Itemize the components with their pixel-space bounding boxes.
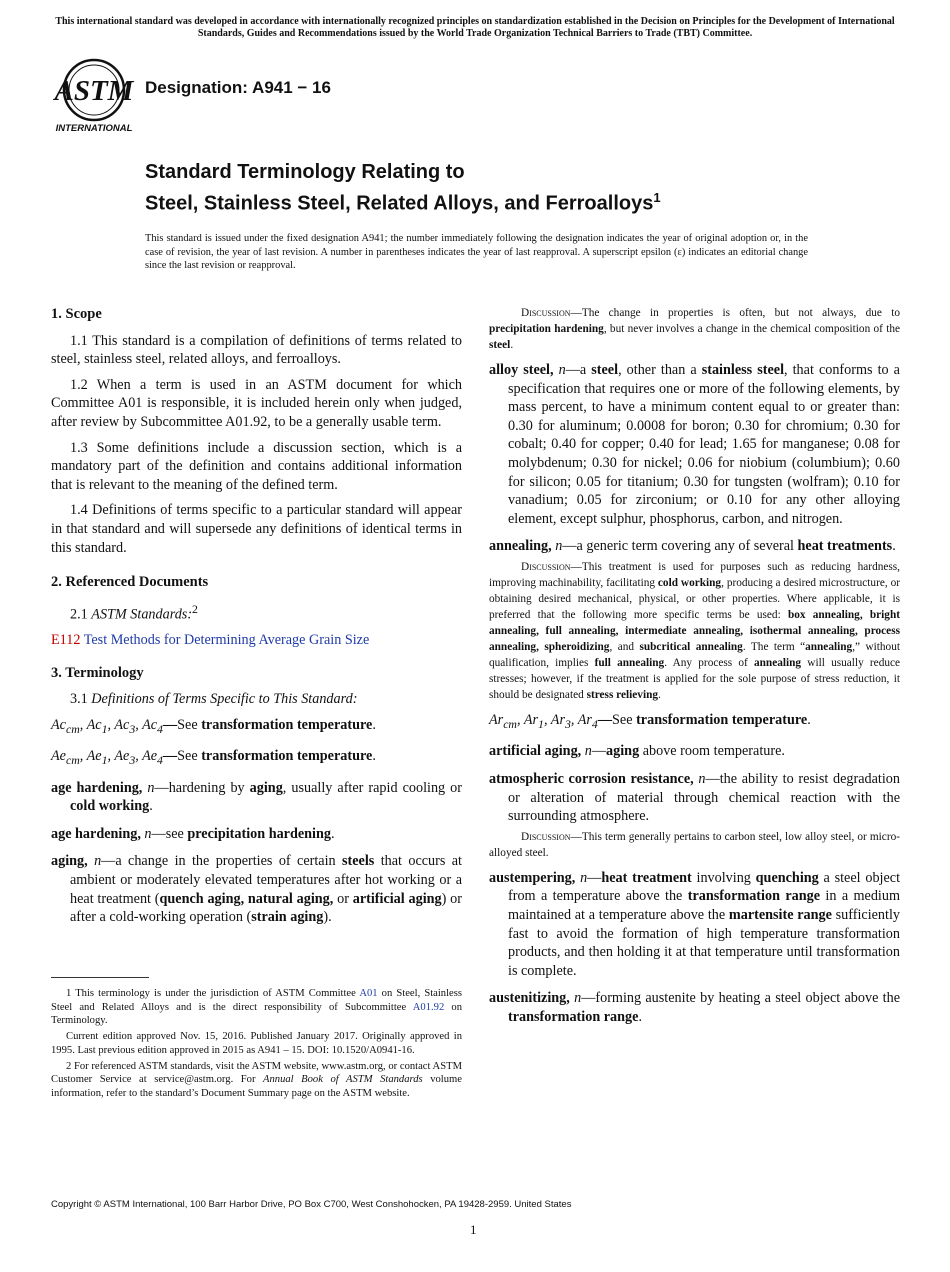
term-annealing: annealing, n—a generic term covering any of several heat treatments. <box>489 538 896 555</box>
e112-code[interactable]: E112 <box>51 632 81 649</box>
atmospheric-discussion: Discussion—This term generally pertains to carbon steel, low alloy steel, or micro-alloyed steel. <box>489 830 900 859</box>
designation: Designation: A941 − 16 <box>145 78 331 97</box>
top-notice: This international standard was developed in accordance with internationally recognized principles on standardization established in the Decision on Principles for the Development of International Standards, Guides and Recommendations issued by the World Trade Organization Technical Barriers to Trade (TBT) Committee. <box>55 16 895 39</box>
term-austempering: austempering, n—heat treatment involving quenching a steel object from a temperature above the transformation range in a medium maintained at a temperature above the martensite range sufficiently fast to avoid the formation of high temperature transformation products, and then holding it at that temperature until transformation is complete. <box>489 869 901 979</box>
title-line-1: Standard Terminology Relating to <box>145 161 465 183</box>
document-title <box>145 160 845 217</box>
term-ac: $Ac_{cm}$, $Ac_1$, $Ac_3$, $Ac_4—See$ transformation temperature. <box>51 716 376 736</box>
ref-2-1: 2.1 ASTM Standards:$^2$ <box>70 601 198 623</box>
e112-link[interactable] <box>51 631 462 650</box>
referenced-documents-heading: 2. Referenced Documents <box>51 574 209 591</box>
page-number: 1 <box>470 1222 477 1237</box>
footnote-link-a01-92[interactable]: A01.92 <box>412 1001 445 1013</box>
term-atmospheric-corrosion: atmospheric corrosion resistance, n—the ability to resist degradation or alteration of material through chemical reaction with the surrounding atmosphere. <box>489 770 900 825</box>
footnote-link-a01[interactable]: A01 <box>359 988 378 999</box>
term-age-hardening-2: age hardening, n—see precipitation hardening. <box>51 825 335 842</box>
right-column <box>489 305 900 1035</box>
issuance-statement: This standard is issued under the fixed designation A941; the number immediately following the designation indicates the year of original adoption or, in the case of revision, the year of last revision. A number in parentheses indicates the year of last reapproval. A superscript epsilon (ε) indicates an editorial change since the last revision or reapproval. <box>145 233 808 271</box>
footnote-2: 2 For referenced ASTM standards, visit the ASTM website, www.astm.org, or contact ASTM Customer Service at service@astm.org. For Annual Book of ASTM Standards volume information, refer to the standard’s Document Summary page on the ASTM website. <box>51 1060 462 1099</box>
astm-logo <box>52 56 136 134</box>
term-ae: $Ae_{cm}$, $Ae_1$, $Ae_3$, $Ae_4—See$ transformation temperature. <box>51 748 376 768</box>
term-alloy-steel: alloy steel, n—a steel, other than a stainless steel, that conforms to a specification that requires one or more of the following elements, by mass percent, to have a minimum content equal to or greater than: 0.30 for aluminum; 0.0008 for boron; 0.30 for chromium; 0.30 for cobalt; 0.40 for copper; 0.40 for lead; 1.65 for manganese; 0.08 for molybdenum; 0.30 for nickel; 0.06 for niobium (columbium); 0.60 for silicon; 0.05 for titanium; 0.30 for tungsten (wolfram); 0.10 for vanadium; 0.05 for zirconium; or 0.10 for any other alloying element, except sulphur, phosphorus, carbon, and nitrogen. <box>489 362 900 527</box>
scope-1-1: 1.1 This standard is a compilation of definitions of terms related to steel, stainless steel, related alloys, and ferroalloys. <box>51 332 462 368</box>
footnote-1: 1 This terminology is under the jurisdiction of ASTM Committee A01 on Steel, Stainless Steel and Related Alloys and is the direct responsibility of Subcommittee A01.92 on Terminology. <box>51 988 462 1027</box>
annealing-discussion: Discussion—This treatment is used for purposes such as reducing hardness, improving machinability, facilitating cold working, producing a desired microstructure, or obtaining desired mechanical, physical, or other properties. Where applicable, it is preferred that the following more specific terms be used: box annealing, bright annealing, full annealing, intermediate annealing, isothermal annealing, process annealing, spheroidizing, and subcritical annealing. The term “annealing,” without qualification, implies full annealing. Any process of annealing will usually reduce stresses; however, if the treatment is applied for the sole purpose of stress reduction, it should be designated stress relieving. <box>489 560 901 701</box>
term-artificial-aging: artificial aging, n—aging above room temperature. <box>489 743 785 760</box>
scope-1-2: 1.2 When a term is used in an ASTM document for which Committee A01 is responsible, it is included herein only when judged, after review by Subcommittee A01.92, to be a generally usable term. <box>51 376 462 430</box>
aging-discussion: Discussion—The change in properties is often, but not always, due to precipitation hardening, but never involves a change in the chemical composition of the steel. <box>489 307 901 351</box>
copyright-notice: Copyright © ASTM International, 100 Barr Harbor Drive, PO Box C700, West Conshohocken, PA 19428-2959. United States <box>51 1199 572 1210</box>
term-austenitizing: austenitizing, n—forming austenite by heating a steel object above the transformation range. <box>489 990 900 1025</box>
footnote-rule <box>51 977 149 978</box>
scope-1-4: 1.4 Definitions of terms specific to a particular standard will appear in that standard and will supersede any definitions of identical terms in this standard. <box>51 502 462 556</box>
e112-title[interactable]: Test Methods for Determining Average Grain Size <box>80 632 370 649</box>
left-column <box>51 305 462 936</box>
footnote-edition: Current edition approved Nov. 15, 2016. Published January 2017. Originally approved in 1995. Last previous edition approved in 2015 as A941 – 15. DOI: 10.1520/A0941-16. <box>51 1031 462 1056</box>
scope-heading: 1. Scope <box>51 306 102 322</box>
logo-text: INTERNATIONAL <box>55 123 133 134</box>
footnotes <box>51 987 462 1103</box>
title-line-2: Steel, Stainless Steel, Related Alloys, and Ferroalloys <box>145 192 654 215</box>
term-aging: aging, n—a change in the properties of certain steels that occurs at ambient or moderately elevated temperatures after hot working or a heat treatment (quench aging, natural aging, or artificial aging) or after a cold-working operation (strain aging). <box>51 853 462 926</box>
term-3-1: 3.1 Definitions of Terms Specific to This Standard: <box>70 691 358 708</box>
term-age-hardening-1: age hardening, n—hardening by aging, usually after rapid cooling or cold working. <box>51 779 463 815</box>
terminology-heading: 3. Terminology <box>51 664 144 681</box>
title-footnote-mark: 1 <box>653 190 661 205</box>
term-ar: $Ar_{cm}$, $Ar_1$, $Ar_3$, $Ar_4—See$ transformation temperature. <box>489 711 811 731</box>
scope-1-3: 1.3 Some definitions include a discussion section, which is a mandatory part of the definition and contains additional information that is relevant to the meaning of the defined term. <box>51 439 462 493</box>
logo-letters: ASTM <box>54 75 134 107</box>
